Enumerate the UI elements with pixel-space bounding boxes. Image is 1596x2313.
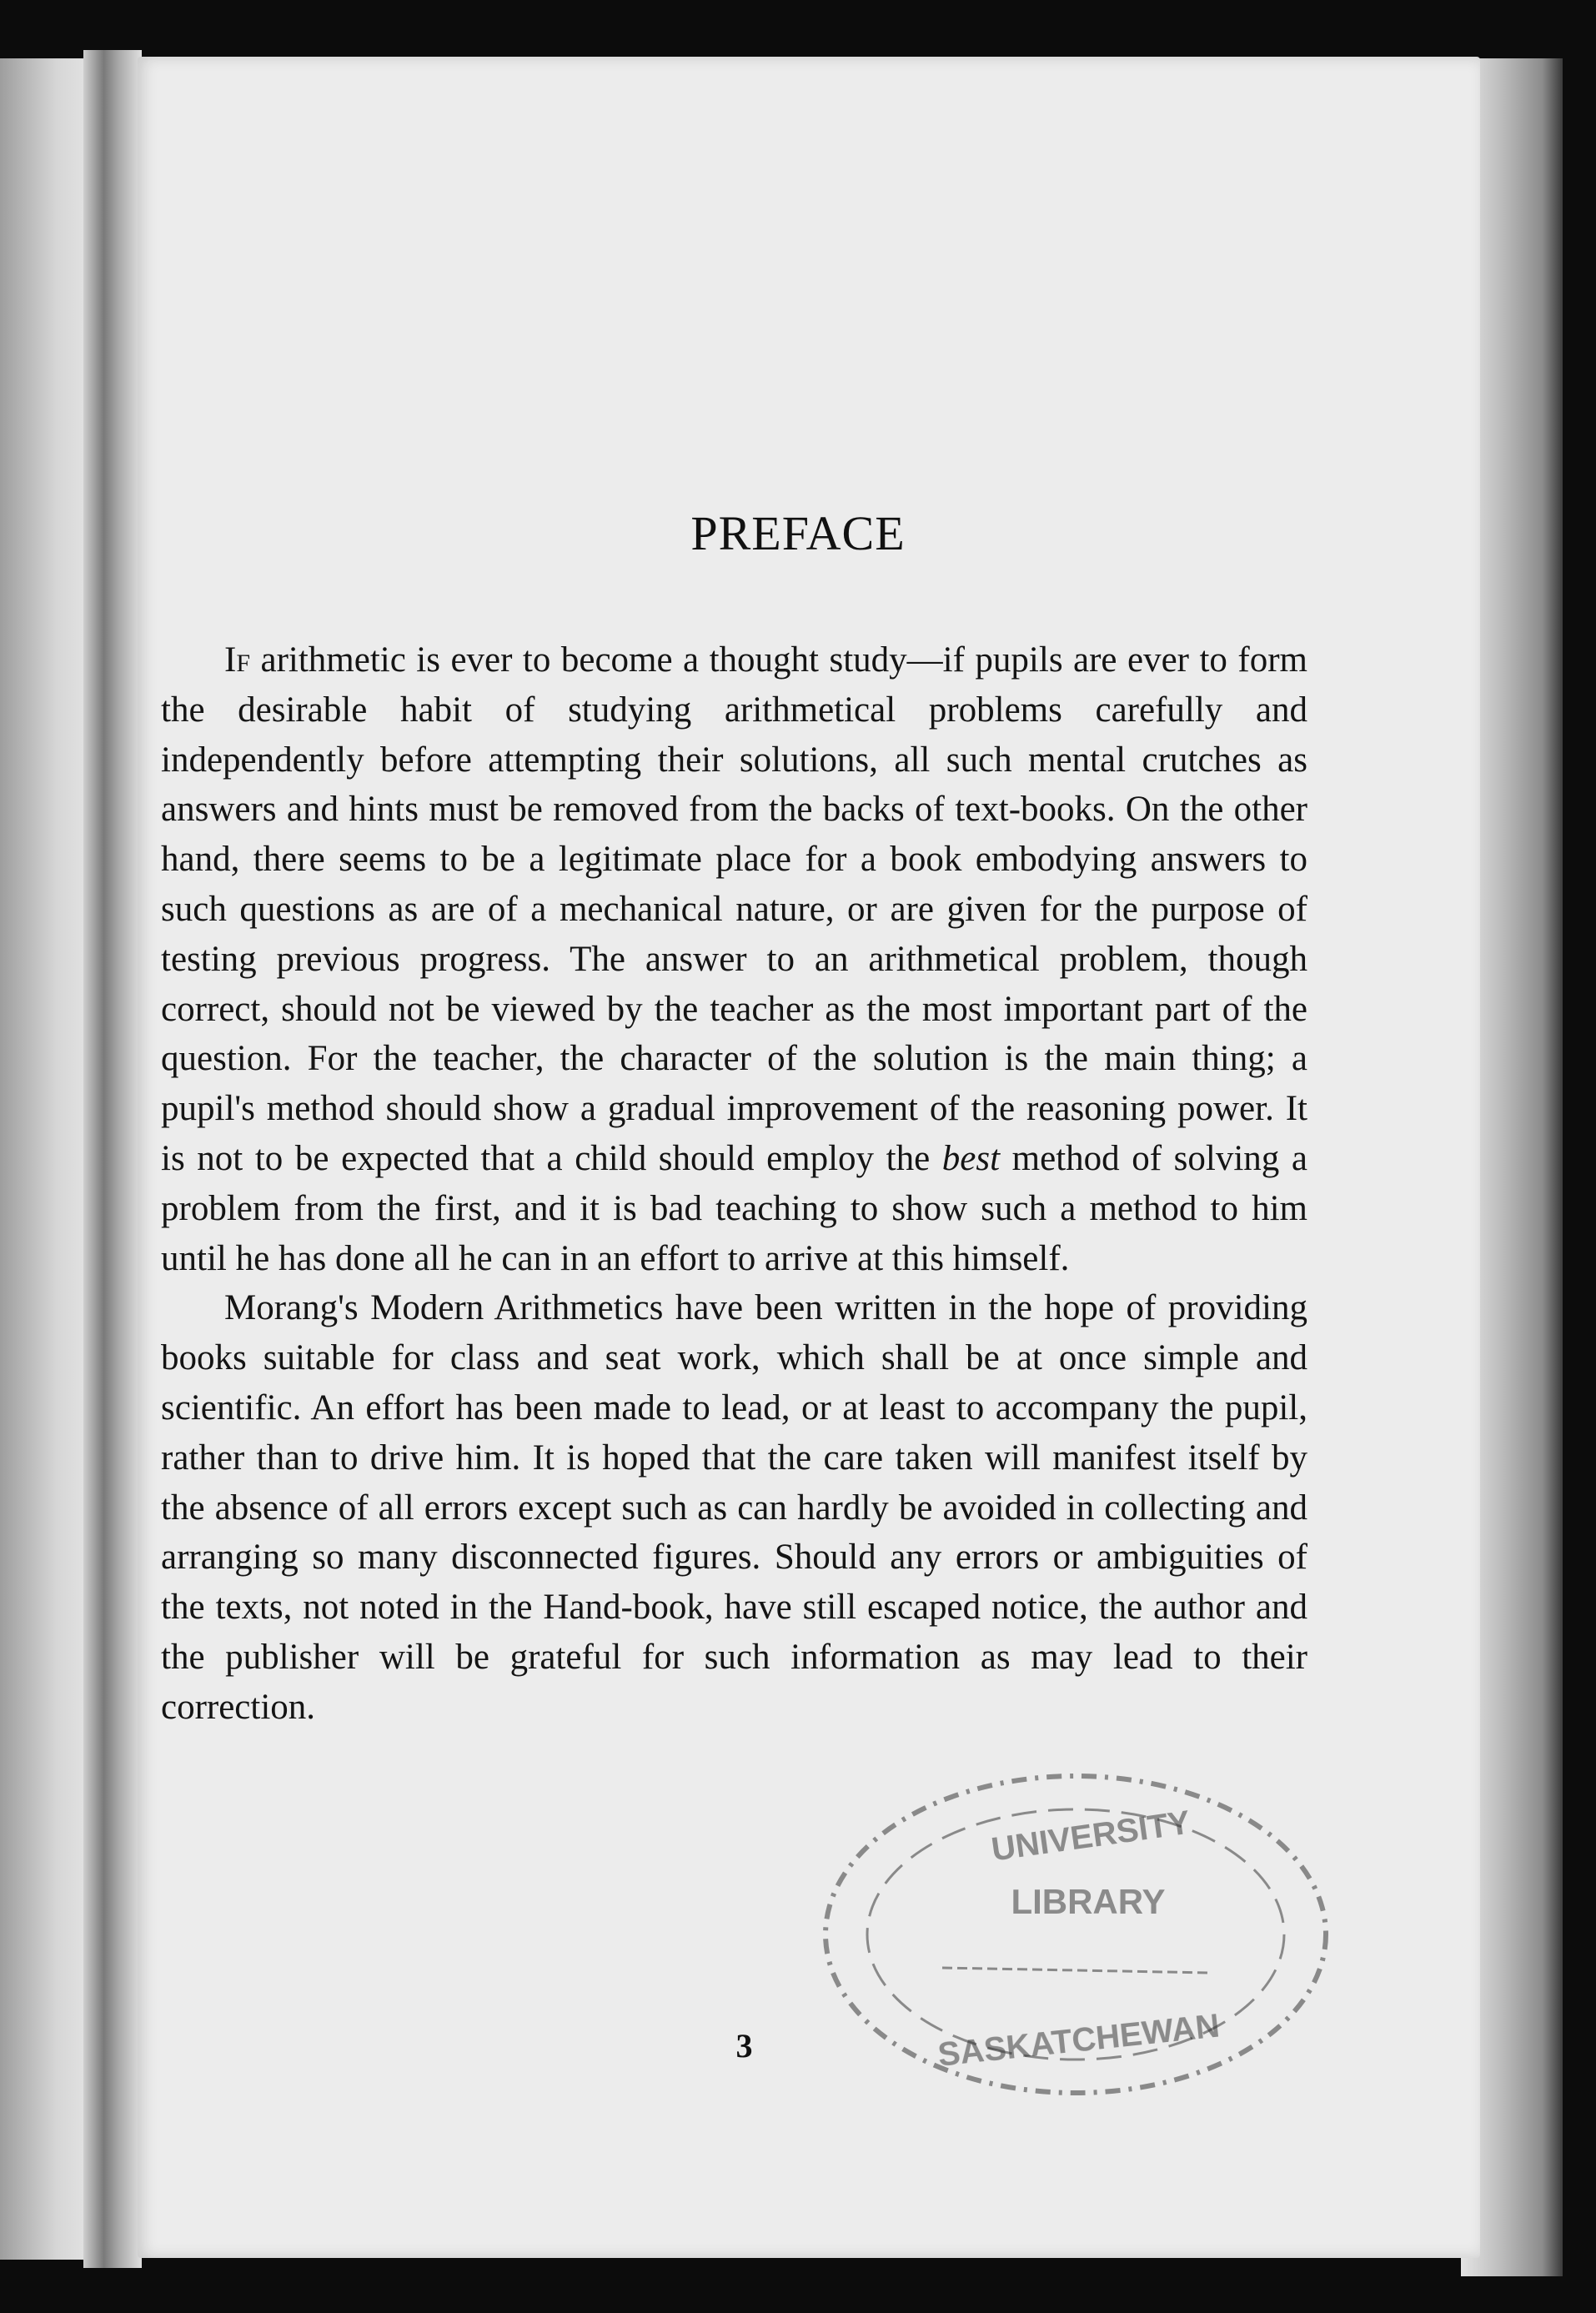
- emphasis-best: best: [941, 1138, 1001, 1178]
- paragraph-1-text-b: method of solving a problem from the first, and it is bad teaching to show such a method to him until he has done all he can in an effort to arrive at this himself.: [161, 1138, 1307, 1278]
- page-number: 3: [735, 2027, 753, 2065]
- preface-paragraph-2: Morang's Modern Arithmetics have been written in the hope of providing books suitable for class and seat work, which shall be at once simple and scientific. An effort has been made to lead, or at least to accompany the pupil, rather than to drive him. It is hoped that the care taken will manifest itself by the absence of all errors except such as can hardly be avoided in collecting and arranging so many disconnected figures. Should any errors or ambiguities of the texts, not noted in the Hand-book, have still escaped notice, the author and the publisher will be grateful for such information as may lead to their correction.: [161, 1288, 1307, 1727]
- paragraph-1-text-a: arithmetic is ever to become a thought study—if pupils are ever to form the desirable habit of studying arithmetical problems carefully and independently before attempting their solutions, all such mental crutches as answers and hints must be removed from the backs of text-books. On the other hand, there seems to be a legitimate place for a book embodying answers to such questions as are of a mechanical nature, or are given for the purpose of testing previous progress. The answer to an arithmetical problem, though correct, should not be viewed by the teacher as the most important part of the question. For the teacher, the character of the solution is the main thing; a pupil's method should show a gradual improvement of the reasoning power. It is not to be expected that a child should employ the: [161, 640, 1307, 1178]
- stamp-text-university: UNIVERSITY: [989, 1804, 1193, 1869]
- drop-lead-word: If: [224, 640, 251, 680]
- book-gutter: [83, 50, 142, 2268]
- stamp-rule: [942, 1968, 1209, 1973]
- preface-paragraph-1: [161, 635, 1307, 1283]
- preface-body: [161, 635, 1307, 1733]
- library-stamp: [801, 1759, 1351, 2110]
- stamp-text-province: SASKATCHEWAN: [936, 2007, 1222, 2074]
- stamp-text-library: LIBRARY: [1011, 1882, 1166, 1921]
- page-title: PREFACE: [690, 506, 906, 560]
